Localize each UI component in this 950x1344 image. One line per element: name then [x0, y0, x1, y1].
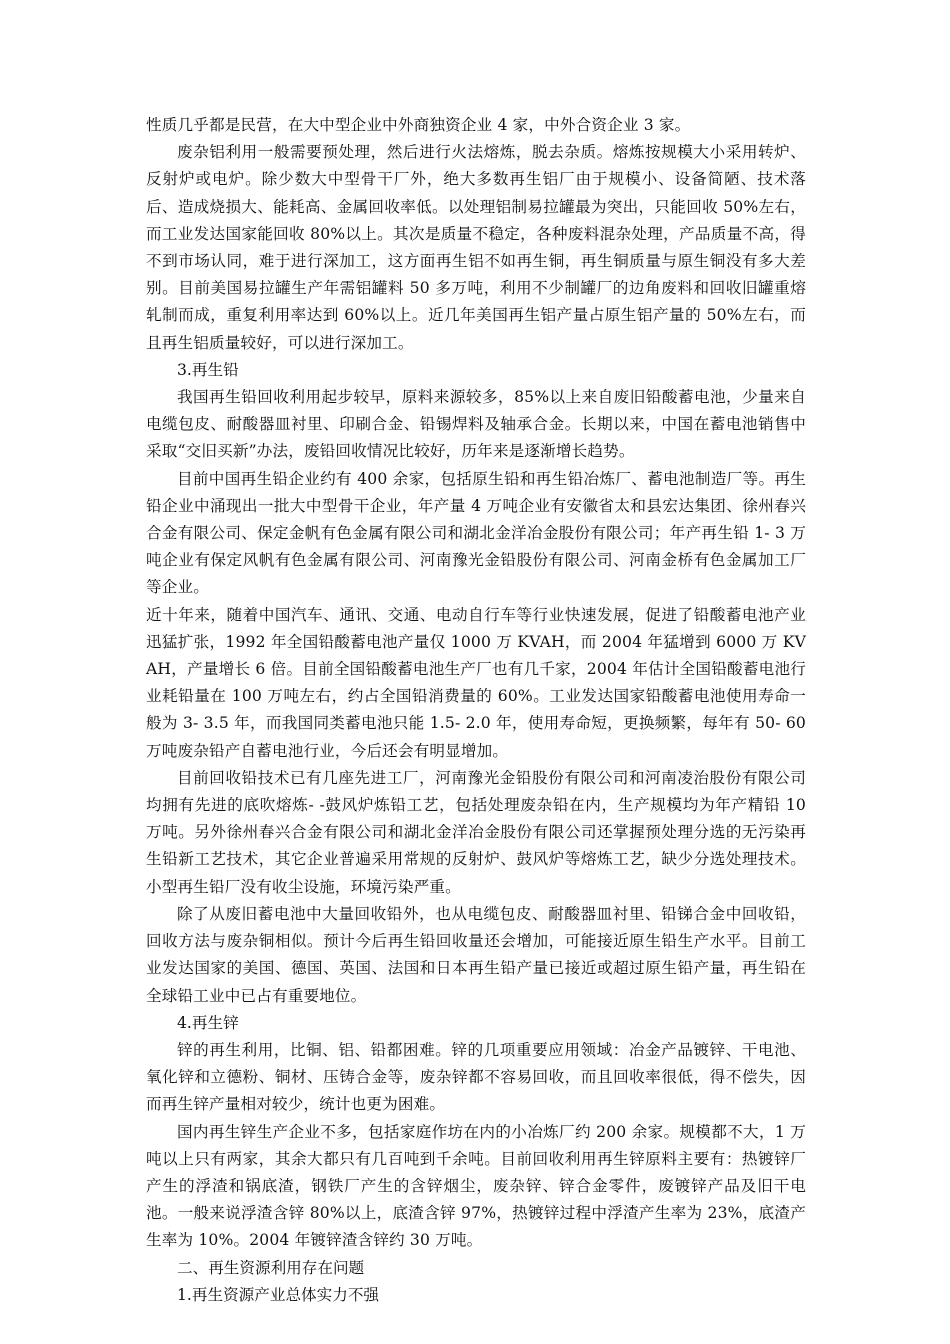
- paragraph-lead-technology: 目前回收铅技术已有几座先进工厂，河南豫光金铅股份有限公司和河南凌治股份有限公司均拥有先进的底吹熔炼- -鼓风炉炼铅工艺，包括处理废杂铅在内，生产规模均为年产精铅 10 万吨。另外徐州春兴合金有限公司和湖北金洋冶金股份有限公司还掌握预处理分选的无污染再生铅新工艺技术，其它企业普遍采用常规的反射炉、鼓风炉等熔炼工艺，缺少分选处理技术。小型再生铅厂没有收尘设施，环境污染严重。: [146, 768, 806, 896]
- paragraph-zinc-enterprises: 国内再生锌生产企业不多，包括家庭作坊在内的小冶炼厂约 200 余家。规模都不大，1 万吨以上只有两家，其余大都只有几百吨到千余吨。目前回收利用再生锌原料主要有：热镀锌厂产生的浮渣和锅底渣，钢铁厂产生的含锌烟尘，废杂锌、锌合金零件，废镀锌产品及旧干电池。一般来说浮渣含锌 80%以上，底渣含锌 97%，热镀锌过程中浮渣产生率为 23%，底渣产生率为 10%。2004 年镀锌渣含锌约 30 万吨。: [146, 1122, 806, 1250]
- section-heading-recycled-zinc: 4.再生锌: [177, 1013, 239, 1032]
- paragraph-lead-outlook: 除了从废旧蓄电池中大量回收铅外，也从电缆包皮、耐酸器皿衬里、铅锑合金中回收铅，回收方法与废杂铜相似。预计今后再生铅回收量还会增加，可能接近原生铅生产水平。目前工业发达国家的美国、德国、英国、法国和日本再生铅产量已接近或超过原生铅产量，再生铅在全球铅工业中已占有重要地位。: [146, 904, 806, 1005]
- paragraph-ownership: 性质几乎都是民营，在大中型企业中外商独资企业 4 家，中外合资企业 3 家。: [146, 116, 691, 134]
- paragraph-lead-enterprises: 目前中国再生铅企业约有 400 余家，包括原生铅和再生铅冶炼厂、蓄电池制造厂等。再生铅企业中涌现出一批大中型骨干企业，年产量 4 万吨企业有安徽省太和县宏达集团、徐州春兴合金有限公司、保定金帆有色金属有限公司和湖北金洋冶金股份有限公司；年产再生铅 1- 3 万吨企业有保定风帆有色金属有限公司、河南豫光金铅股份有限公司、河南金桥有色金属加工厂等企业。: [146, 469, 806, 597]
- subsection-heading-weak-industry: 1.再生资源产业总体实力不强: [177, 1285, 380, 1304]
- paragraph-lead-sources: 我国再生铅回收利用起步较早，原料来源较多，85%以上来自废旧铅酸蓄电池，少量来自电缆包皮、耐酸器皿衬里、印刷合金、铅锡焊料及轴承合金。长期以来，中国在蓄电池销售中采取“交旧买新”办法，废铅回收情况比较好，历年来是逐渐增长趋势。: [146, 388, 806, 461]
- document-page: [146, 112, 806, 1309]
- section-heading-recycled-lead: 3.再生铅: [177, 360, 239, 379]
- paragraph-scrap-aluminum: 废杂铝利用一般需要预处理，然后进行火法熔炼，脱去杂质。熔炼按规模大小采用转炉、反射炉或电炉。除少数大中型骨干厂外，绝大多数再生铝厂由于规模小、设备简陋、技术落后、造成烧损大、能耗高、金属回收率低。以处理铝制易拉罐最为突出，只能回收 50%左右，而工业发达国家能回收 80%以上。其次是质量不稳定，各种废料混杂处理，产品质量不高，得不到市场认同，难于进行深加工，这方面再生铝不如再生铜，再生铜质量与原生铜没有多大差别。目前美国易拉罐生产年需铝罐料 50 多万吨，利用不少制罐厂的边角废料和回收旧罐重熔轧制而成，重复利用率达到 60%以上。近几年美国再生铝产量占原生铝产量的 50%左右，而且再生铝质量较好，可以进行深加工。: [146, 143, 806, 352]
- paragraph-zinc-difficulty: 锌的再生利用，比铜、铝、铅都困难。锌的几项重要应用领域：冶金产品镀锌、干电池、氧化锌和立德粉、铜材、压铸合金等，废杂锌都不容易回收，而且回收率很低，得不偿失，因而再生锌产量相对较少，统计也更为困难。: [146, 1040, 806, 1114]
- paragraph-lead-battery-growth: 近十年来，随着中国汽车、通讯、交通、电动自行车等行业快速发展，促进了铅酸蓄电池产业迅猛扩张，1992 年全国铅酸蓄电池产量仅 1000 万 KVAH，而 2004 年猛增到 6000 万 KVAH，产量增长 6 倍。目前全国铅酸蓄电池生产厂也有几千家，2004 年估计全国铅酸蓄电池行业耗铅量在 100 万吨左右，约占全国铅消费量的 60%。工业发达国家铅酸蓄电池使用寿命一般为 3- 3.5 年，而我国同类蓄电池只能 1.5- 2.0 年，使用寿命短，更换频繁，每年有 50- 60 万吨废杂铅产自蓄电池行业，今后还会有明显增加。: [146, 605, 806, 760]
- section-heading-problems: 二、再生资源利用存在问题: [177, 1258, 365, 1277]
